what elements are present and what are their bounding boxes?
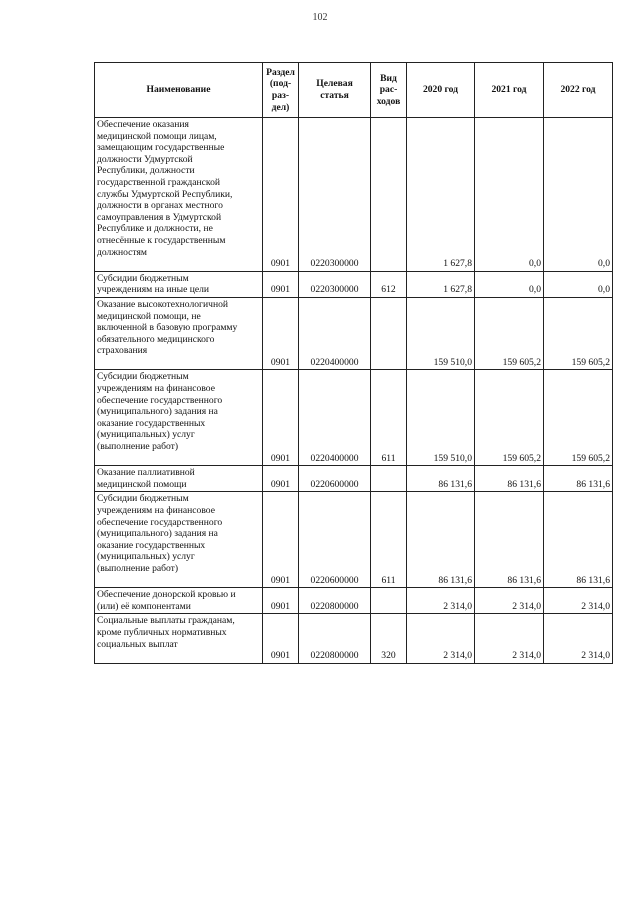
row-name-line: учреждениям на иные цели [97,284,210,296]
row-section: 0901 [263,297,299,370]
row-name-line: медицинской помощи лицам, [97,130,217,142]
row-type [371,466,407,492]
row-name-line: обеспечение государственного [97,394,223,406]
table-row [95,614,613,663]
row-name [95,588,263,614]
table-header-row [95,63,613,118]
row-name-line: (выполнение работ) [97,441,179,453]
budget-table [94,62,613,664]
row-2022: 2 314,0 [544,614,613,663]
row-2022: 2 314,0 [544,588,613,614]
header-2022: 2022 год [544,63,613,118]
row-name-line: должностям [97,246,147,258]
row-name-line: медицинской помощи, не [97,310,201,322]
row-section: 0901 [263,588,299,614]
row-2020: 2 314,0 [407,588,475,614]
row-section: 0901 [263,466,299,492]
row-2020: 1 627,8 [407,271,475,297]
row-target: 0220300000 [299,118,371,272]
row-section: 0901 [263,370,299,466]
row-target: 0220400000 [299,297,371,370]
row-name-line: (муниципальных) услуг [97,551,195,563]
row-name-line: государственной гражданской [97,176,221,188]
row-name-spacer [97,453,260,465]
row-name [95,466,263,492]
row-name-line: обеспечение государственного [97,516,223,528]
table-row [95,370,613,466]
row-name-line: Обеспечение донорской кровью и [97,589,236,601]
row-name-line: замещающим государственные [97,142,225,154]
row-section: 0901 [263,614,299,663]
table-row [95,588,613,614]
row-2020: 86 131,6 [407,466,475,492]
row-name-line: Республике и должности, не [97,223,213,235]
row-name-line: включенной в базовую программу [97,322,238,334]
row-name-line: Оказание высокотехнологичной [97,298,229,310]
header-expense-type: Вид рас- ходов [371,63,407,118]
table-row [95,297,613,370]
row-target: 0220800000 [299,614,371,663]
page-number: 102 [312,12,328,23]
row-name-spacer [97,357,260,369]
row-2020: 1 627,8 [407,118,475,272]
row-name-line: Субсидии бюджетным [97,493,189,505]
row-name-line: медицинской помощи [97,478,187,490]
row-name-line: Субсидии бюджетным [97,272,189,284]
row-name-line: Обеспечение оказания [97,119,189,130]
row-2021: 86 131,6 [475,492,544,588]
row-type: 611 [371,492,407,588]
row-name-spacer [97,650,260,662]
row-target: 0220600000 [299,492,371,588]
row-2021: 159 605,2 [475,297,544,370]
row-name [95,271,263,297]
row-name-spacer [97,258,260,270]
row-target: 0220600000 [299,466,371,492]
row-name-line: (муниципальных) услуг [97,429,195,441]
row-target: 0220300000 [299,271,371,297]
table-row [95,118,613,272]
row-name-line: оказание государственных [97,417,206,429]
row-2022: 159 605,2 [544,297,613,370]
row-name-line: Оказание паллиативной [97,467,195,479]
header-section: Раздел (под- раз- дел) [263,63,299,118]
row-name-spacer [97,575,260,587]
row-name [95,614,263,663]
row-name-line: (или) её компонентами [97,600,191,612]
row-name-line: социальных выплат [97,638,178,650]
row-2021: 2 314,0 [475,588,544,614]
row-2020: 86 131,6 [407,492,475,588]
row-section: 0901 [263,271,299,297]
row-2020: 159 510,0 [407,297,475,370]
row-type [371,118,407,272]
row-type: 320 [371,614,407,663]
row-type [371,588,407,614]
row-2021: 0,0 [475,271,544,297]
row-section: 0901 [263,118,299,272]
table-body [95,118,613,664]
row-name-line: учреждениям на финансовое [97,383,215,395]
row-name [95,118,263,272]
row-name [95,492,263,588]
row-2022: 0,0 [544,271,613,297]
row-2020: 159 510,0 [407,370,475,466]
row-name-line: (выполнение работ) [97,562,179,574]
header-name: Наименование [95,63,263,118]
row-name-line: должности Удмуртской [97,153,193,165]
row-2022: 159 605,2 [544,370,613,466]
row-name-line: Республики, должности [97,165,195,177]
row-name-line: Социальные выплаты гражданам, [97,615,235,627]
row-name-line: оказание государственных [97,539,206,551]
row-2022: 86 131,6 [544,466,613,492]
header-2021: 2021 год [475,63,544,118]
row-2021: 2 314,0 [475,614,544,663]
row-2022: 86 131,6 [544,492,613,588]
row-name [95,370,263,466]
header-target: Целевая статья [299,63,371,118]
row-2020: 2 314,0 [407,614,475,663]
row-name-line: страхования [97,345,148,357]
row-name-line: Субсидии бюджетным [97,371,189,383]
row-name-line: должности в органах местного [97,200,223,212]
row-2021: 86 131,6 [475,466,544,492]
row-name-line: кроме публичных нормативных [97,626,227,638]
row-name-line: учреждениям на финансовое [97,505,215,516]
row-name-line: службы Удмуртской Республики, [97,188,233,200]
row-name [95,297,263,370]
row-name-line: отнесённые к государственным [97,234,226,246]
row-type [371,297,407,370]
row-name-line: (муниципального) задания на [97,406,218,418]
row-type: 612 [371,271,407,297]
row-type: 611 [371,370,407,466]
header-2020: 2020 год [407,63,475,118]
row-target: 0220800000 [299,588,371,614]
row-2021: 0,0 [475,118,544,272]
table-row [95,492,613,588]
row-name-line: самоуправления в Удмуртской [97,211,222,223]
table-row [95,466,613,492]
row-name-line: (муниципального) задания на [97,528,218,540]
row-target: 0220400000 [299,370,371,466]
table-row [95,271,613,297]
row-2021: 159 605,2 [475,370,544,466]
row-name-line: обязательного медицинского [97,333,215,345]
row-section: 0901 [263,492,299,588]
row-2022: 0,0 [544,118,613,272]
